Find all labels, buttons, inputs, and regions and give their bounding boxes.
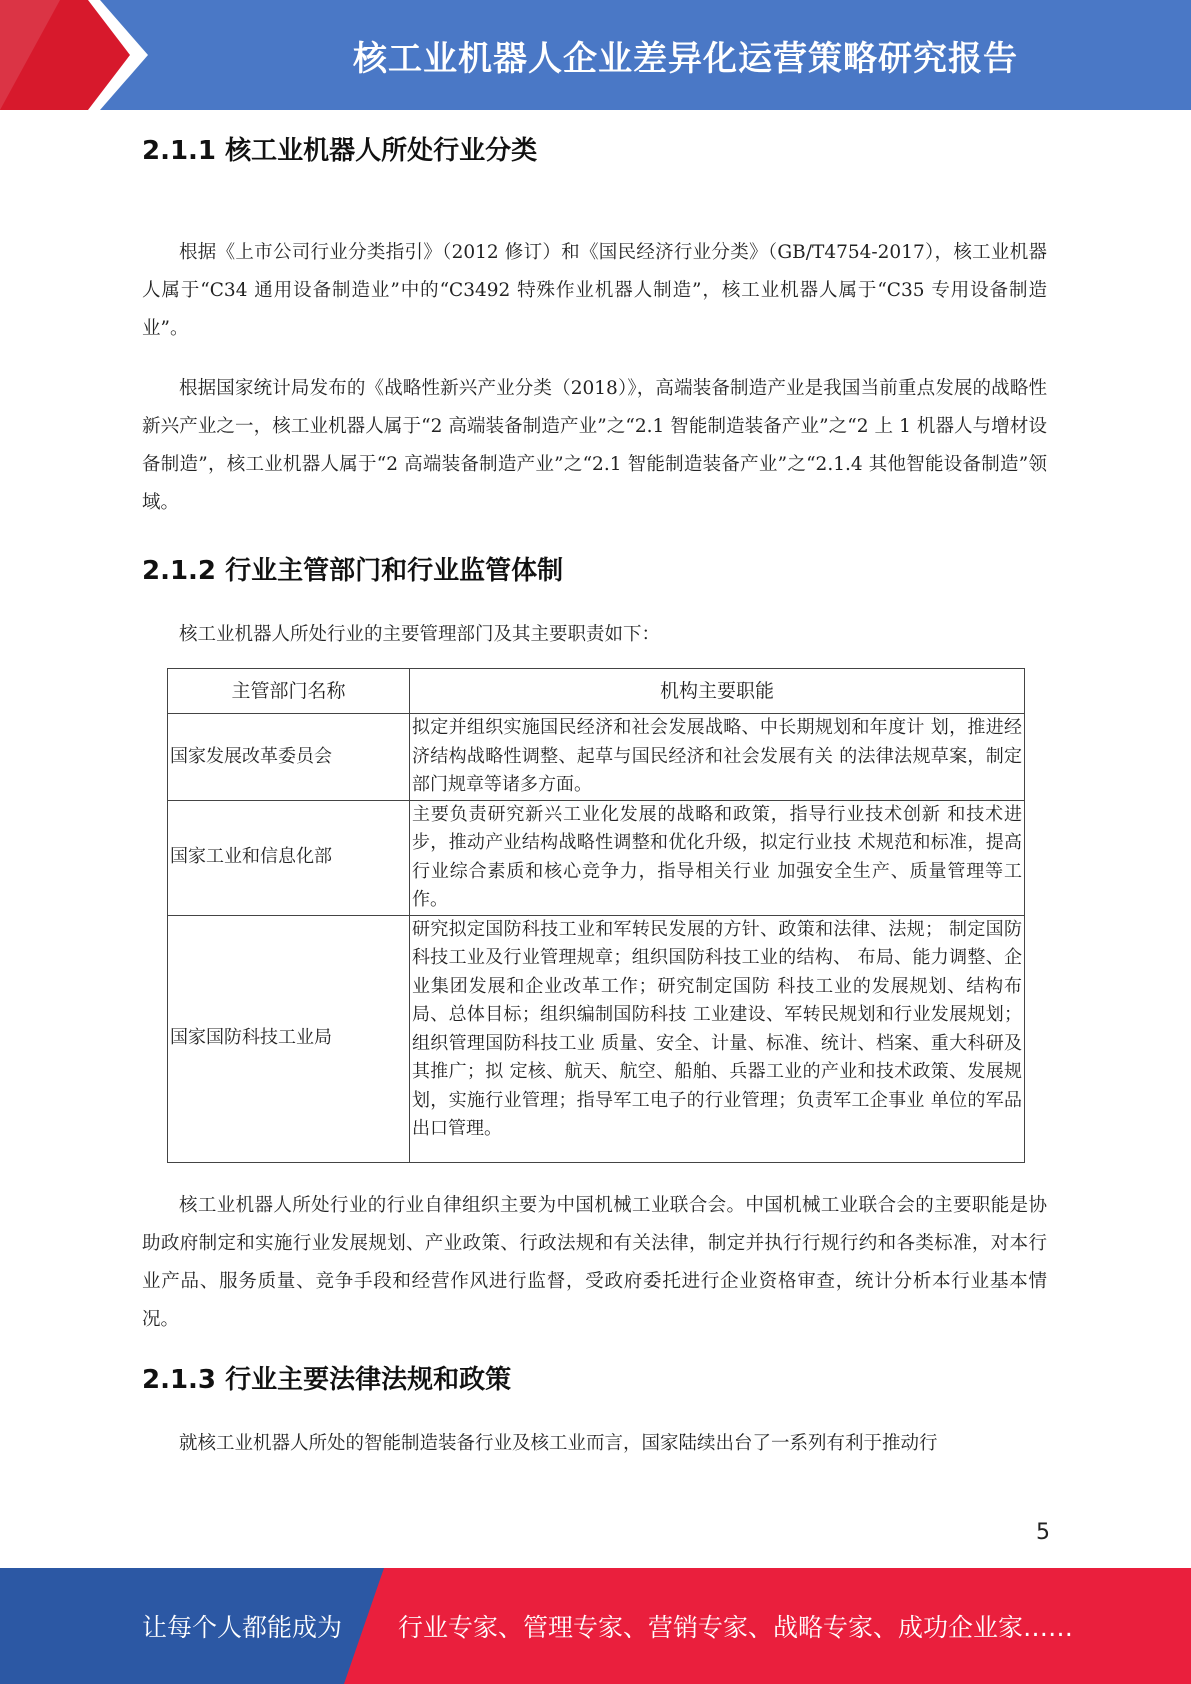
section-heading-2-1-2: 2.1.2 行业主管部门和行业监管体制: [142, 556, 564, 586]
page-header: [0, 0, 1191, 110]
page-number: 5: [1036, 1520, 1050, 1545]
table-row: [168, 800, 1025, 915]
department-name-cell: 国家发展改革委员会: [168, 714, 410, 801]
department-duty-cell: 研究拟定国防科技工业和军转民发展的方针、政策和法律、法规； 制定国防科技工业及行业管理规章；组织国防科技工业的结构、 布局、能力调整、企业集团发展和企业改革工作；研究制定国防 科技工业的发展规划、结构布局、总体目标；组织编制国防科技 工业建设、军转民规划和行业发展规划；组织管理国防科技工业 质量、安全、计量、标准、统计、档案、重大科研及其推广；拟 定核、航天、航空、船舶、兵器工业的产业和技术政策、发展规 划，实施行业管理；指导军工电子的行业管理；负责军工企事业 单位的军品出口管理。: [410, 915, 1025, 1162]
section-heading-2-1-3: 2.1.3 行业主要法律法规和政策: [142, 1364, 512, 1395]
table-row: [168, 915, 1025, 1162]
table-row: [168, 714, 1025, 801]
department-duty-cell: 拟定并组织实施国民经济和社会发展战略、中长期规划和年度计 划，推进经济结构战略性调整、起草与国民经济和社会发展有关 的法律法规草案，制定部门规章等诸多方面。: [410, 714, 1025, 801]
paragraph-industry-classification: 根据《上市公司行业分类指引》（2012 修订）和《国民经济行业分类》（GB/T4754-2017），核工业机器人属于“C34 通用设备制造业”中的“C3492 特殊作业机器人制造”，核工业机器人属于“C35 专用设备制造业”。: [142, 242, 1047, 339]
page-footer: [0, 1568, 1191, 1684]
department-duty-cell: 主要负责研究新兴工业化发展的战略和政策，指导行业技术创新 和技术进步，推动产业结构战略性调整和优化升级，拟定行业技 术规范和标准，提高行业综合素质和核心竞争力，指导相关行业 加强安全生产、质量管理等工作。: [410, 800, 1025, 915]
footer-slogan-left: 让每个人都能成为: [142, 1613, 343, 1642]
paragraph-laws-policies: 就核工业机器人所处的智能制造装备行业及核工业而言，国家陆续出台了一系列有利于推动行: [179, 1432, 938, 1454]
table-header-cell: 主管部门名称: [168, 669, 410, 714]
table-header-row: [168, 669, 1025, 714]
section-heading-2-1-1: 2.1.1 核工业机器人所处行业分类: [142, 136, 538, 166]
page-content: [142, 128, 1047, 1463]
paragraph-authorities-intro: 核工业机器人所处行业的主要管理部门及其主要职责如下：: [179, 624, 661, 645]
paragraph-strategic-industry: 根据国家统计局发布的《战略性新兴产业分类（2018）》，高端装备制造产业是我国当前重点发展的战略性新兴产业之一，核工业机器人属于“2 高端装备制造产业”之“2.1 智能制造装备产业”之“2 上 1 机器人与增材设备制造”，核工业机器人属于“2 高端装备制造产业”之“2.1 智能制造装备产业”之“2.1.4 其他智能设备制造”领域。: [142, 378, 1047, 513]
department-name-cell: 国家国防科技工业局: [168, 915, 410, 1162]
footer-slogan-right: 行业专家、管理专家、营销专家、战略专家、成功企业家……: [398, 1613, 1074, 1642]
report-title: 核工业机器人企业差异化运营策略研究报告: [353, 38, 1018, 79]
table-header-cell: 机构主要职能: [410, 669, 1025, 714]
paragraph-self-regulatory-org: 核工业机器人所处行业的行业自律组织主要为中国机械工业联合会。中国机械工业联合会的主要职能是协助政府制定和实施行业发展规划、产业政策、行政法规和有关法律，制定并执行行规行约和各类标准，对本行业产品、服务质量、竞争手段和经营作风进行监督，受政府委托进行企业资格审查，统计分析本行业基本情况。: [142, 1194, 1047, 1330]
authorities-table: [167, 668, 1025, 1163]
department-name-cell: 国家工业和信息化部: [168, 800, 410, 915]
